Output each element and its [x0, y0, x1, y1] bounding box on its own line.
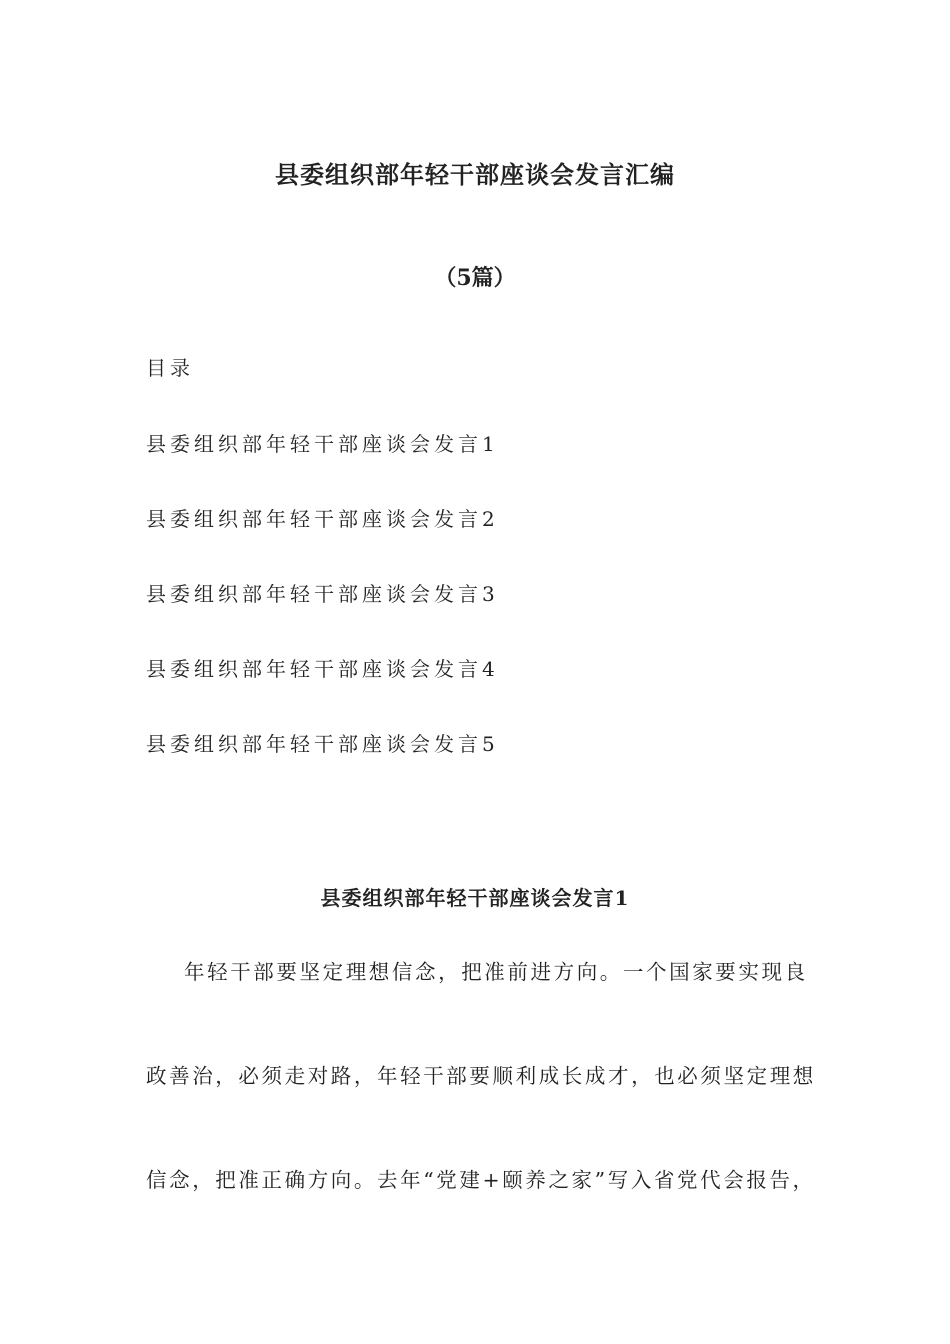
section-heading: 县委组织部年轻干部座谈会发言1 [320, 886, 630, 910]
body-line-1: 年轻干部要坚定理想信念，把准前进方向。一个国家要实现良 [184, 960, 808, 984]
body-line-2: 政善治，必须走对路，年轻干部要顺利成长成才，也必须坚定理想 [146, 1064, 816, 1088]
toc-item-2[interactable]: 县委组织部年轻干部座谈会发言2 [146, 507, 499, 531]
document-title: 县委组织部年轻干部座谈会发言汇编 [275, 160, 675, 189]
toc-label: 目录 [146, 356, 194, 380]
body-line-3: 信念，把准正确方向。去年“党建+颐养之家”写入省党代会报告， [146, 1168, 816, 1192]
toc-item-4[interactable]: 县委组织部年轻干部座谈会发言4 [146, 657, 499, 681]
document-subtitle: （5篇） [434, 265, 516, 291]
toc-item-5[interactable]: 县委组织部年轻干部座谈会发言5 [146, 732, 499, 756]
table-of-contents [146, 430, 499, 805]
toc-item-1[interactable]: 县委组织部年轻干部座谈会发言1 [146, 432, 499, 456]
body-paragraph [146, 957, 816, 1269]
toc-item-3[interactable]: 县委组织部年轻干部座谈会发言3 [146, 582, 499, 606]
